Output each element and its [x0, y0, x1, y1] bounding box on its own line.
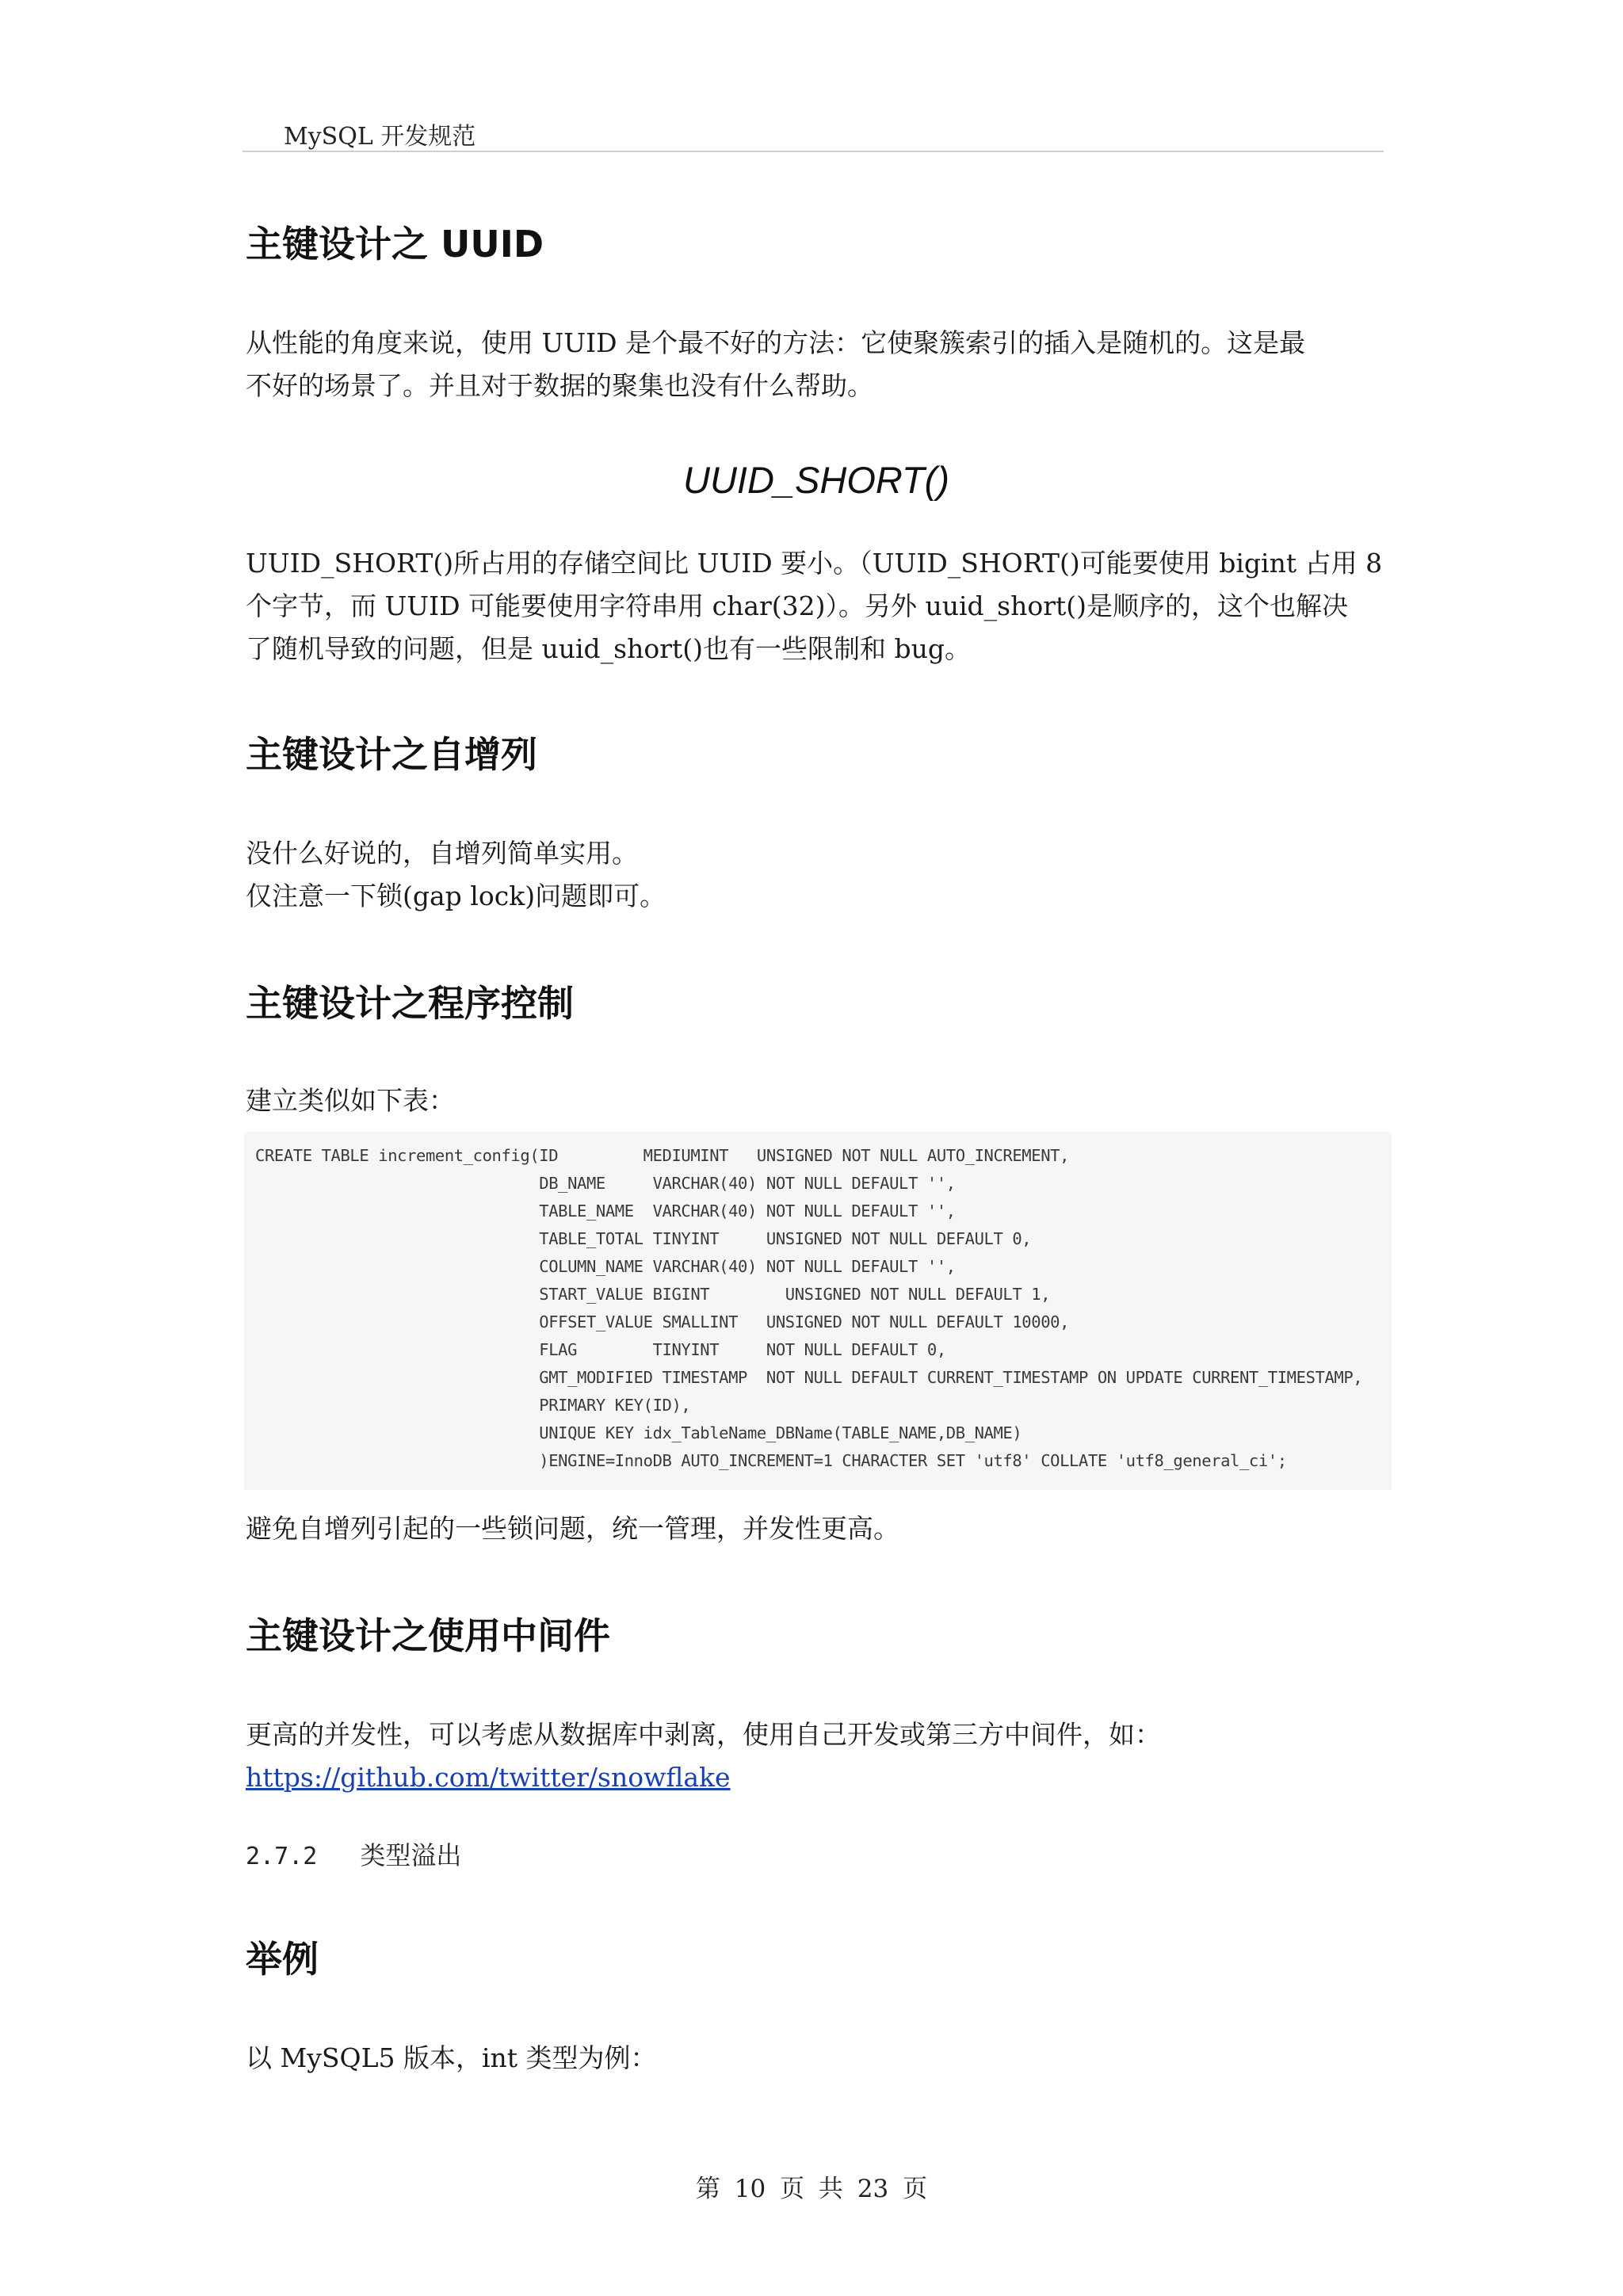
- code-line: GMT_MODIFIED TIMESTAMP NOT NULL DEFAULT CURRENT_TIMESTAMP ON UPDATE CURRENT_TIMESTAMP,: [255, 1368, 1363, 1387]
- code-line: )ENGINE=InnoDB AUTO_INCREMENT=1 CHARACTER SET 'utf8' COLLATE 'utf8_general_ci';: [255, 1451, 1287, 1470]
- auto-inc-line-2: 仅注意一下锁(gap lock)问题即可。: [246, 881, 666, 911]
- example-line-1: 以 MySQL5 版本，int 类型为例：: [246, 2042, 657, 2073]
- uuid-short-line-2: 个字节，而 UUID 可能要使用字符串用 char(32)）。另外 uuid_short()是顺序的，这个也解决: [246, 590, 1349, 621]
- code-line: DB_NAME VARCHAR(40) NOT NULL DEFAULT '',: [255, 1174, 956, 1193]
- heading-middleware: 主键设计之使用中间件: [246, 1614, 610, 1657]
- header-divider: [242, 151, 1384, 152]
- code-line: TABLE_NAME VARCHAR(40) NOT NULL DEFAULT '',: [255, 1201, 956, 1221]
- uuid-short-title: UUID_SHORT(): [683, 459, 949, 501]
- section-number-heading: [246, 1836, 461, 1872]
- code-line: CREATE TABLE increment_config(ID MEDIUMINT UNSIGNED NOT NULL AUTO_INCREMENT,: [255, 1146, 1070, 1165]
- uuid-short-line-1: UUID_SHORT()所占用的存储空间比 UUID 要小。（UUID_SHORT()可能要使用 bigint 占用 8: [246, 548, 1383, 579]
- program-intro: 建立类似如下表：: [246, 1085, 455, 1116]
- code-line: FLAG TINYINT NOT NULL DEFAULT 0,: [255, 1340, 946, 1359]
- middleware-link-line: [246, 1756, 1387, 1799]
- snowflake-link[interactable]: https://github.com/twitter/snowflake: [246, 1762, 731, 1793]
- page-footer: 第 10 页 共 23 页: [695, 2175, 928, 2203]
- section-title: 类型溢出: [360, 1840, 462, 1870]
- heading-uuid: 主键设计之 UUID: [246, 223, 544, 266]
- code-line: PRIMARY KEY(ID),: [255, 1396, 691, 1415]
- code-line: TABLE_TOTAL TINYINT UNSIGNED NOT NULL DEFAULT 0,: [255, 1229, 1032, 1248]
- uuid-paragraph-line-2: 不好的场景了。并且对于数据的聚集也没有什么帮助。: [246, 370, 873, 401]
- section-number: 2.7.2: [246, 1843, 318, 1870]
- uuid-paragraph-line-1: 从性能的角度来说，使用 UUID 是个最不好的方法：它使聚簇索引的插入是随机的。这是最: [246, 327, 1306, 358]
- uuid-short-line-3: 了随机导致的问题，但是 uuid_short()也有一些限制和 bug。: [246, 633, 972, 664]
- sql-code-image: [244, 1132, 1392, 1490]
- heading-auto-increment: 主键设计之自增列: [246, 733, 537, 776]
- heading-program-control: 主键设计之程序控制: [246, 982, 574, 1025]
- code-line: UNIQUE KEY idx_TableName_DBName(TABLE_NAME,DB_NAME): [255, 1423, 1022, 1442]
- running-header: MySQL 开发规范: [284, 123, 476, 151]
- code-line: OFFSET_VALUE SMALLINT UNSIGNED NOT NULL DEFAULT 10000,: [255, 1312, 1070, 1331]
- middleware-line-1: 更高的并发性，可以考虑从数据库中剥离，使用自己开发或第三方中间件，如：: [246, 1719, 1161, 1750]
- heading-example: 举例: [246, 1938, 319, 1981]
- program-after-text: 避免自增列引起的一些锁问题，统一管理，并发性更高。: [246, 1513, 899, 1544]
- auto-inc-line-1: 没什么好说的，自增列简单实用。: [246, 838, 638, 869]
- code-line: START_VALUE BIGINT UNSIGNED NOT NULL DEFAULT 1,: [255, 1285, 1051, 1304]
- code-line: COLUMN_NAME VARCHAR(40) NOT NULL DEFAULT '',: [255, 1257, 956, 1276]
